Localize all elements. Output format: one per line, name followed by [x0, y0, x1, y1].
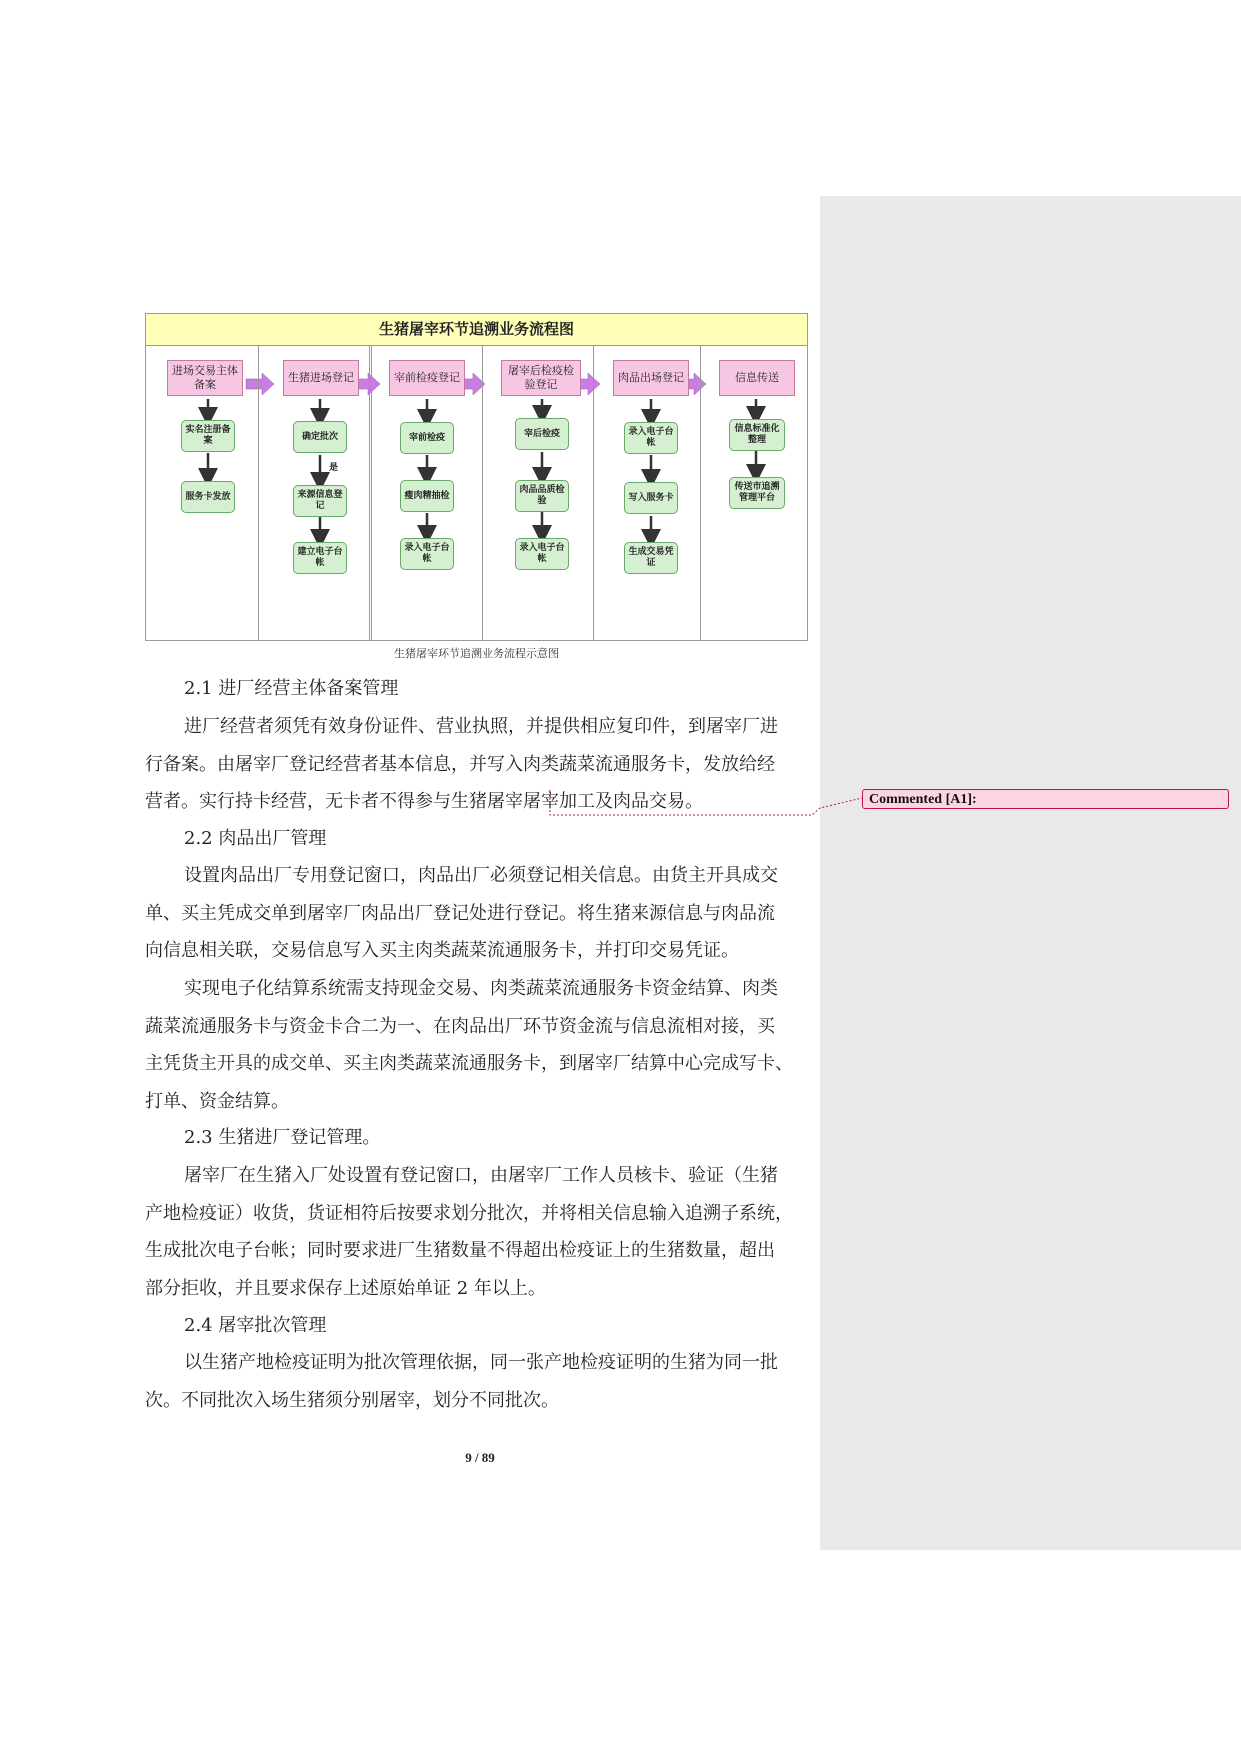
- text-line: 打单、资金结算。: [145, 1090, 289, 1112]
- flowchart-arrows: [146, 314, 809, 642]
- yes-label: 是: [329, 463, 339, 473]
- flow-step: 信息标准化整理: [729, 419, 785, 451]
- flow-step: 录入电子台帐: [400, 538, 454, 570]
- figure-caption: 生猪屠宰环节追溯业务流程示意图: [394, 647, 559, 660]
- lane-header: 屠宰后检疫检验登记: [501, 360, 581, 396]
- text-line: 次。不同批次入场生猪须分别屠宰，划分不同批次。: [145, 1389, 559, 1411]
- lane-divider: [369, 346, 370, 641]
- text-line: 以生猪产地检疫证明为批次管理依据，同一张产地检疫证明的生猪为同一批: [184, 1352, 778, 1373]
- flow-step: 建立电子台帐: [293, 542, 347, 574]
- text-line: 实现电子化结算系统需支持现金交易、肉类蔬菜流通服务卡资金结算、肉类: [184, 978, 778, 999]
- section-heading: 2.4 屠宰批次管理: [184, 1315, 327, 1336]
- text-line: 屠宰厂在生猪入厂处设置有登记窗口，由屠宰厂工作人员核卡、验证（生猪: [184, 1165, 778, 1186]
- flow-step: 服务卡发放: [181, 481, 235, 513]
- text-line: 进厂经营者须凭有效身份证件、营业执照，并提供相应复印件，到屠宰厂进: [184, 716, 778, 737]
- page-number: 9 / 89: [465, 1450, 495, 1465]
- paragraph: [145, 708, 817, 821]
- paragraph: [145, 1157, 817, 1307]
- text-line: 行备案。由屠宰厂登记经营者基本信息，并写入肉类蔬菜流通服务卡，发放给经: [145, 753, 775, 775]
- paragraph: [145, 1344, 817, 1419]
- flow-step: 瘦肉精抽检: [400, 480, 454, 512]
- text-line: 设置肉品出厂专用登记窗口，肉品出厂必须登记相关信息。由货主开具成交: [184, 865, 778, 886]
- flow-step: 确定批次: [293, 421, 347, 453]
- text-line: 主凭货主开具的成交单、买主肉类蔬菜流通服务卡，到屠宰厂结算中心完成写卡、: [145, 1053, 793, 1074]
- lane-header: 进场交易主体备案: [167, 360, 243, 396]
- text-line: 产地检疫证）收货，货证相符后按要求划分批次，并将相关信息输入追溯子系统，: [145, 1202, 793, 1224]
- flow-step: 录入电子台帐: [624, 422, 678, 454]
- flow-step: 肉品品质检验: [515, 480, 569, 512]
- flow-step: 来源信息登记: [293, 485, 347, 517]
- flow-step: 写入服务卡: [624, 482, 678, 514]
- text-line: 单、买主凭成交单到屠宰厂肉品出厂登记处进行登记。将生猪来源信息与肉品流: [145, 902, 775, 924]
- lane-header: 生猪进场登记: [283, 360, 359, 396]
- paragraph: [145, 857, 817, 970]
- flow-step: 宰前检疫: [400, 422, 454, 454]
- text-line: 营者。实行持卡经营，无卡者不得参与生猪屠宰屠宰加工及肉品交易。: [145, 791, 703, 812]
- lane-divider: [482, 346, 483, 641]
- paragraph: [145, 970, 817, 1120]
- lane-header: 宰前检疫登记: [389, 360, 465, 396]
- text-line: 部分拒收，并且要求保存上述原始单证 2 年以上。: [145, 1277, 546, 1299]
- flow-step: 实名注册备案: [181, 420, 235, 452]
- text-line: 向信息相关联，交易信息写入买主肉类蔬菜流通服务卡，并打印交易凭证。: [145, 940, 739, 961]
- flowchart-title: 生猪屠宰环节追溯业务流程图: [146, 314, 807, 346]
- flowchart: [145, 313, 808, 641]
- lane-divider: [371, 346, 372, 641]
- lane-header: 肉品出场登记: [613, 360, 689, 396]
- lane-divider: [700, 346, 701, 641]
- flow-step: 生成交易凭证: [624, 542, 678, 574]
- lane-header: 信息传送: [719, 360, 795, 396]
- comment-balloon[interactable]: Commented [A1]:: [862, 789, 1229, 809]
- text-line: 生成批次电子台帐；同时要求进厂生猪数量不得超出检疫证上的生猪数量，超出: [145, 1240, 775, 1261]
- text-line: 蔬菜流通服务卡与资金卡合二为一、在肉品出厂环节资金流与信息流相对接，买: [145, 1015, 775, 1037]
- lane-divider: [258, 346, 259, 641]
- section-heading: 2.3 生猪进厂登记管理。: [184, 1127, 381, 1148]
- section-heading: 2.1 进厂经营主体备案管理: [184, 678, 399, 699]
- flow-step: 传送市追溯管理平台: [729, 477, 785, 509]
- section-heading: 2.2 肉品出厂管理: [184, 828, 327, 849]
- flow-step: 录入电子台帐: [515, 538, 569, 570]
- flow-step: 宰后检疫: [515, 418, 569, 450]
- lane-divider: [593, 346, 594, 641]
